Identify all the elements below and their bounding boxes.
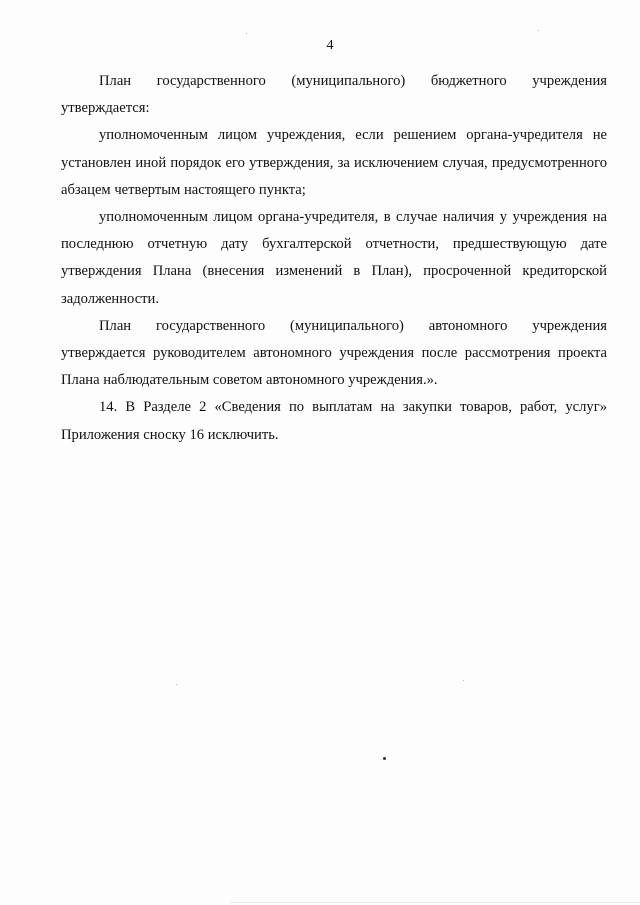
paragraph-authorized-person-founder: уполномоченным лицом органа-учредителя, в случае наличия у учреждения на последнюю отчетную дату бухгалтерской отчетности, предшествующую дате утверждения Плана (внесения изменений в План), просроченной кредиторской задолженности. <box>61 209 607 307</box>
scan-speck <box>538 30 539 31</box>
page-number: 4 <box>326 38 334 53</box>
scan-speck <box>176 684 177 685</box>
document-body <box>61 68 607 449</box>
paragraph-autonomous-plan-approval: План государственного (муниципального) автономного учреждения утверждается руководителем автономного учреждения после рассмотрения проекта Плана наблюдательным советом автономного учреждения.». <box>61 317 607 389</box>
scan-speck <box>463 680 464 681</box>
scan-speck <box>246 33 247 34</box>
scan-edge-line <box>230 902 640 903</box>
paragraph-budget-plan-approval: План государственного (муниципального) бюджетного учреждения утверждается: <box>61 73 607 117</box>
paragraph-item-14: 14. В Разделе 2 «Сведения по выплатам на закупки товаров, работ, услуг» Приложения сноску 16 исключить. <box>61 399 607 443</box>
paragraph-authorized-person-institution: уполномоченным лицом учреждения, если решением органа-учредителя не установлен иной порядок его утверждения, за исключением случая, предусмотренного абзацем четвертым настоящего пункта; <box>61 127 607 198</box>
scan-speck <box>383 757 386 760</box>
